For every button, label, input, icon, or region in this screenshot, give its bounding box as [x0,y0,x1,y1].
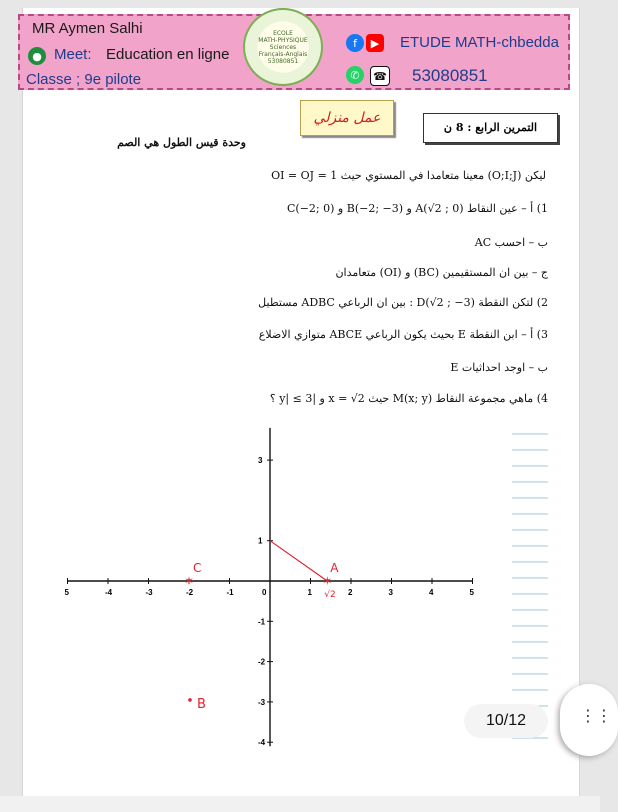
x-tick-label: 5 [469,588,474,597]
q3b-line: ب – اوجد احداثيات E [450,361,548,374]
unit-line: وحدة قيس الطول هي الصم [117,136,246,149]
x-tick-label: 5 [64,588,69,597]
x-tick-label: -3 [145,588,153,597]
point-A-label: A [330,561,339,575]
point-C-cross: ✶ [184,574,195,588]
teacher-name: MR Aymen Salhi [32,20,143,37]
y-tick-label: 3 [258,456,263,466]
y-tick-label: -1 [258,617,266,627]
q1b-line: ب – احسب AC [474,236,548,249]
scroll-handle[interactable] [560,684,618,756]
q1c-line: ج – بين ان المستقيمين (BC) و (OI) متعامدان [335,266,548,279]
meet-icon: ● [28,47,46,65]
y-tick-label: -3 [258,697,266,707]
x-tick-label: -4 [105,588,113,597]
point-A-cross: ✶ [322,574,333,588]
hypotenuse-segment [270,541,327,581]
exercise-title: التمرين الرابع : 8 ن [423,113,558,143]
x-tick-label: -1 [226,588,234,597]
page-indicator: 10/12 [464,704,548,738]
intro-line: ليكن (O;I;J) معينا متعامدا في المستوي حيث 1 = OI = OJ [271,169,546,182]
x-tick-label: 0 [262,588,267,597]
logo-text: ECOLE MATH-PHYSIQUE Sciences Français-Anglais 53080851 [258,29,308,65]
facebook-icon: f [346,34,364,52]
q1a-line: 1) أ – عين النقاط A(√2 ; 0) و B(−2; −3) و C(−2; 0) [287,202,548,215]
point-C-label: C [193,561,202,575]
homework-stamp: عمل منزلي [300,100,394,136]
x-tick-label: 1 [307,588,312,597]
meet-label: Meet: [54,46,92,63]
phone-icon: ☎ [370,66,390,86]
y-tick-label: -2 [258,657,266,667]
x-tick-label: 2 [348,588,353,597]
sqrt2-annotation: √2 [324,590,336,600]
point-B-marker [188,698,192,702]
bottom-bar [0,796,600,812]
x-tick-label: 3 [388,588,393,597]
x-tick-label: -2 [186,588,194,597]
youtube-icon: ▶ [366,34,384,52]
phone-number: 53080851 [412,66,488,85]
q2-line: 2) لتكن النقطة D(√2 ; −3) : بين ان الرباعي ADBC مستطيل [258,296,548,309]
q3a-line: 3) أ – ابن النقطة E بحيث يكون الرباعي ABCE متوازي الاضلاع [258,328,548,341]
y-tick-label: 1 [258,536,263,546]
class-label: Classe ; 9e pilote [26,71,142,88]
channel-name: ETUDE MATH-chbedda [400,34,559,51]
grip-dots-icon: ⋮⋮ [580,706,612,725]
x-tick-label: 4 [429,588,434,597]
q4-line: 4) ماهي مجموعة النقاط M(x; y) حيث x = √2 و |y| ≤ 3 ؟ [269,392,548,405]
point-B-label: B [197,696,206,712]
y-tick-label: -4 [258,738,266,748]
whatsapp-icon: ✆ [346,66,364,84]
school-logo [243,8,323,86]
meet-text: Education en ligne [106,46,230,63]
